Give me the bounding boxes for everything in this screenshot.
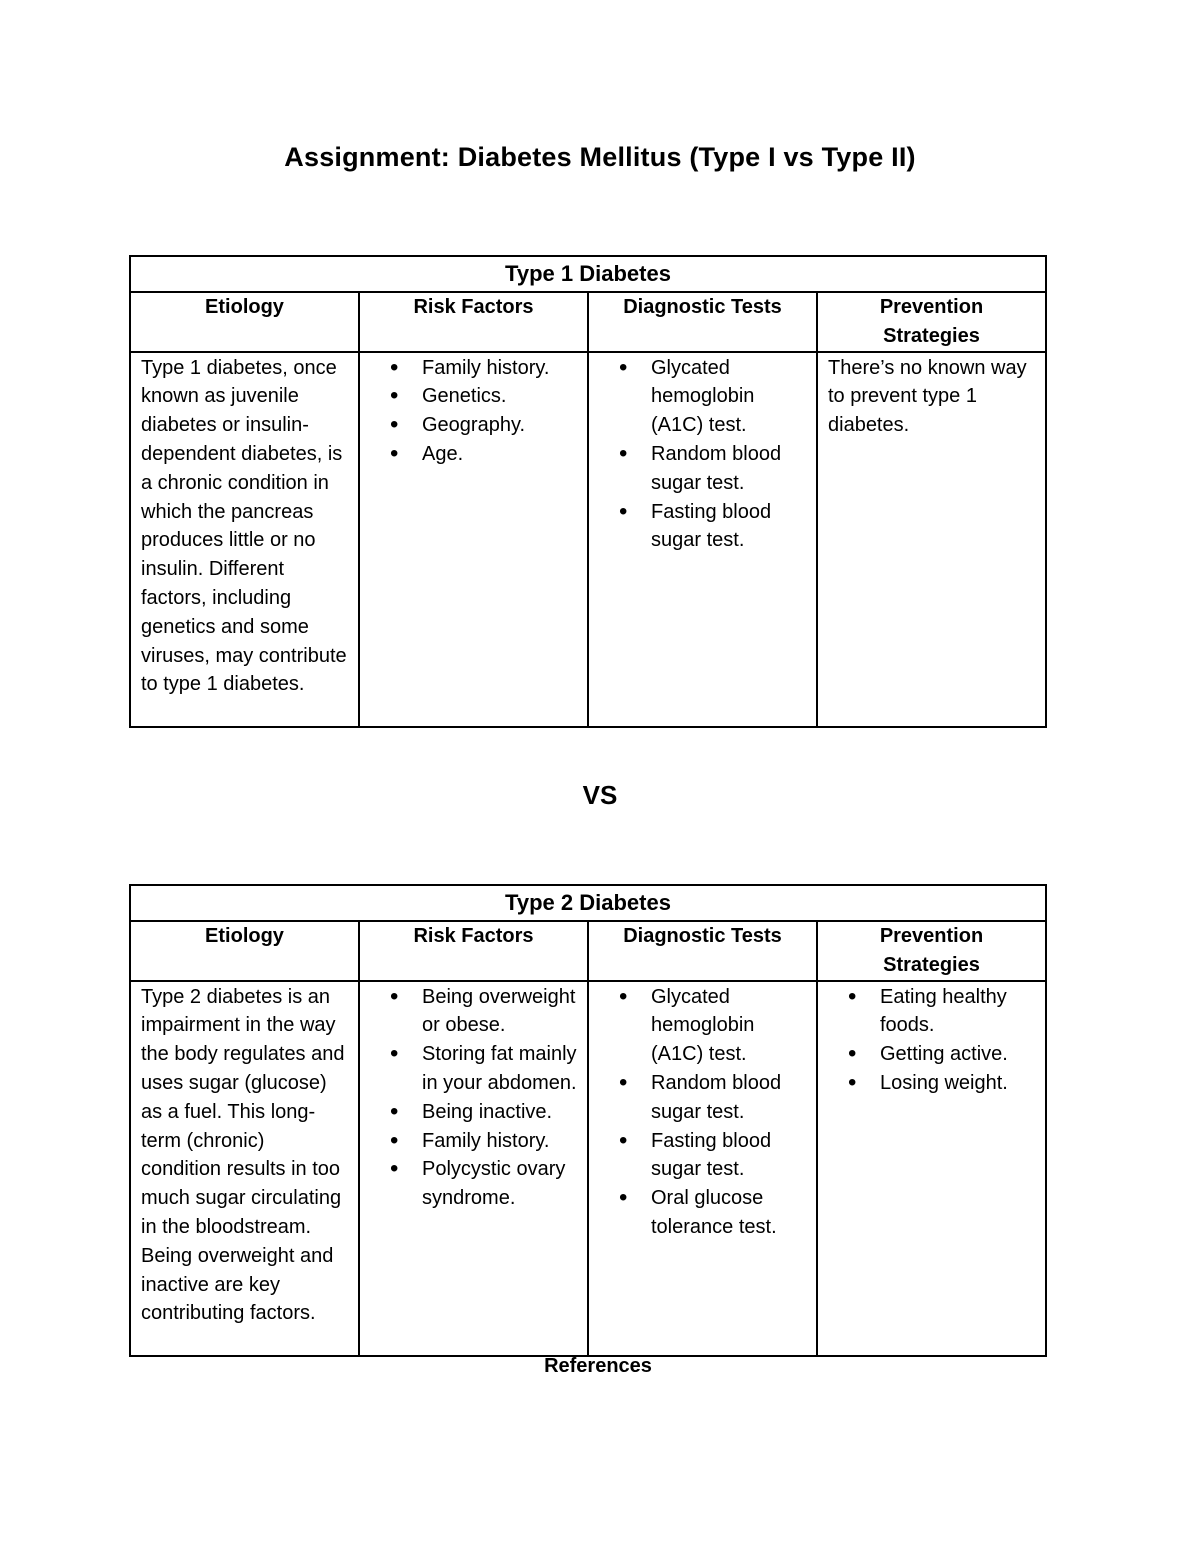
type2-risk-factors-list (370, 983, 577, 1213)
list-item: • Age. (390, 440, 577, 469)
list-item: • Genetics. (390, 382, 577, 411)
type2-etiology-cell: Type 2 diabetes is an impairment in the way the body regulates and uses sugar (glucose) as a fuel. This long-term (chronic) condition results in too much sugar circulating in the bloodstream. Being overweight and inactive are key contributing factors. (130, 981, 359, 1356)
list-item: • Family history. (390, 1127, 577, 1156)
list-item: • Getting active. (848, 1040, 1035, 1069)
list-item: • Fasting blood sugar test. (619, 498, 806, 556)
list-item: • Geography. (390, 411, 577, 440)
list-item: • Losing weight. (848, 1069, 1035, 1098)
type2-diagnostic-tests-cell (588, 981, 817, 1356)
list-item: • Polycystic ovary syndrome. (390, 1155, 577, 1213)
type1-etiology-cell: Type 1 diabetes, once known as juvenile diabetes or insulin-dependent diabetes, is a chronic condition in which the pancreas produces little or no insulin. Different factors, including genetics and some viruses, may contribute to type 1 diabetes. (130, 352, 359, 727)
type2-prevention-list (828, 983, 1035, 1098)
vs-label: VS (582, 780, 618, 810)
list-item: • Glycated hemoglobin (A1C) test. (619, 983, 806, 1069)
type2-header-risk-factors: Risk Factors (359, 921, 588, 981)
type2-diagnostic-tests-list (599, 983, 806, 1242)
list-item: • Random blood sugar test. (619, 1069, 806, 1127)
list-item: • Family history. (390, 354, 577, 383)
list-item: • Being overweight or obese. (390, 983, 577, 1041)
type2-risk-factors-cell (359, 981, 588, 1356)
type2-prevention-cell (817, 981, 1046, 1356)
type1-diagnostic-tests-list (599, 354, 806, 556)
type1-diagnostic-tests-cell (588, 352, 817, 727)
type1-header-risk-factors: Risk Factors (359, 292, 588, 352)
list-item: • Storing fat mainly in your abdomen. (390, 1040, 577, 1098)
list-item: • Fasting blood sugar test. (619, 1127, 806, 1185)
type1-table (129, 255, 1047, 728)
type2-table-title: Type 2 Diabetes (130, 885, 1046, 921)
type1-header-diagnostic-tests: Diagnostic Tests (588, 292, 817, 352)
type1-risk-factors-list (370, 354, 577, 469)
type1-prevention-cell: There’s no known way to prevent type 1 diabetes. (817, 352, 1046, 727)
type2-header-diagnostic-tests: Diagnostic Tests (588, 921, 817, 981)
list-item: • Glycated hemoglobin (A1C) test. (619, 354, 806, 440)
list-item: • Oral glucose tolerance test. (619, 1184, 806, 1242)
type1-header-etiology: Etiology (130, 292, 359, 352)
type1-header-prevention: Prevention Strategies (817, 292, 1046, 352)
list-item: • Being inactive. (390, 1098, 577, 1127)
type2-header-etiology: Etiology (130, 921, 359, 981)
type2-table (129, 884, 1047, 1357)
type1-table-title: Type 1 Diabetes (130, 256, 1046, 292)
type1-risk-factors-cell (359, 352, 588, 727)
list-item: • Eating healthy foods. (848, 983, 1035, 1041)
type2-header-prevention: Prevention Strategies (817, 921, 1046, 981)
list-item: • Random blood sugar test. (619, 440, 806, 498)
page-title: Assignment: Diabetes Mellitus (Type I vs Type II) (284, 142, 916, 172)
references-heading: References (544, 1355, 652, 1377)
